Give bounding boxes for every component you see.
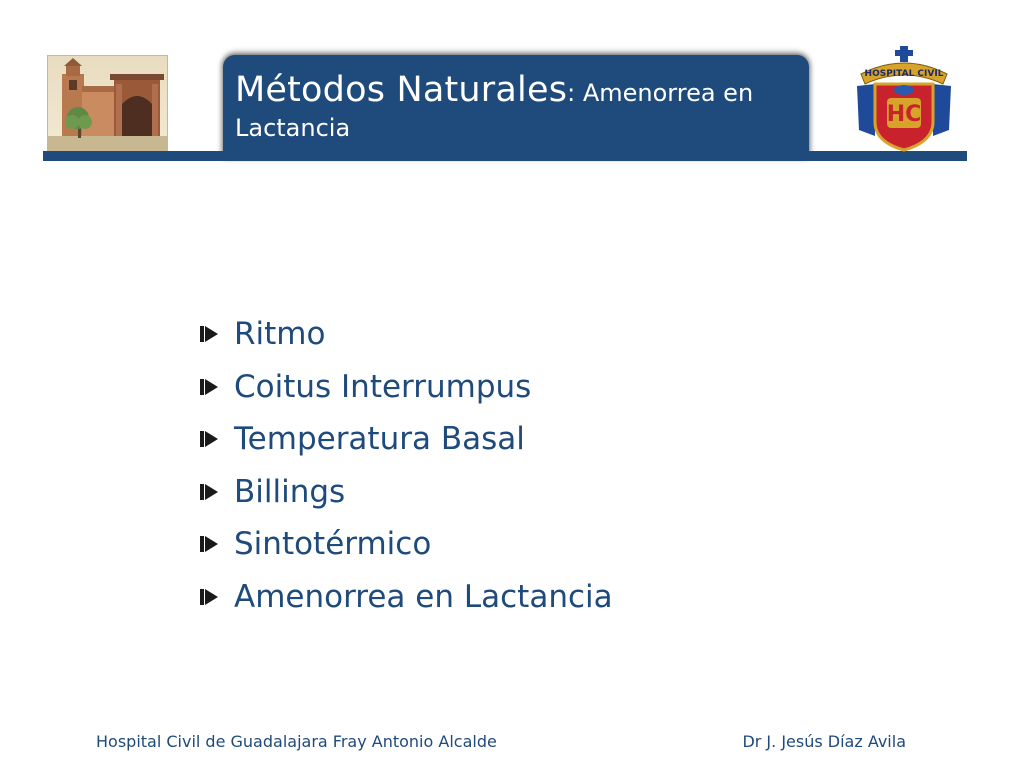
list-item-label: Billings <box>234 473 346 510</box>
triangle-arrow-icon <box>200 376 218 398</box>
list-item-label: Amenorrea en Lactancia <box>234 578 613 615</box>
triangle-arrow-icon <box>200 533 218 555</box>
title-subtitle: : Amenorrea en <box>567 79 754 107</box>
footer-hospital: Hospital Civil de Guadalajara Fray Antonio Alcalde <box>96 732 497 751</box>
list-item <box>200 413 613 466</box>
title-line2: Lactancia <box>235 113 351 142</box>
list-item <box>200 308 613 361</box>
triangle-arrow-icon <box>200 481 218 503</box>
list-item <box>200 518 613 571</box>
triangle-arrow-icon <box>200 323 218 345</box>
list-item <box>200 466 613 519</box>
slide-title <box>223 55 809 159</box>
list-item <box>200 571 613 624</box>
list-item-label: Temperatura Basal <box>234 421 525 458</box>
triangle-arrow-icon <box>200 428 218 450</box>
emblem-banner-text: HOSPITAL CIVIL <box>864 69 944 79</box>
list-item <box>200 361 613 414</box>
triangle-arrow-icon <box>200 586 218 608</box>
methods-list <box>200 308 613 623</box>
footer-author: Dr J. Jesús Díaz Avila <box>742 732 906 751</box>
hospital-civil-emblem <box>853 44 955 152</box>
list-item-label: Coitus Interrumpus <box>234 368 532 405</box>
building-painting-image <box>47 55 168 151</box>
title-main: Métodos Naturales <box>235 70 568 110</box>
list-item-label: Ritmo <box>234 316 326 353</box>
header-bar <box>43 151 967 161</box>
list-item-label: Sintotérmico <box>234 526 432 563</box>
emblem-initials: HC <box>886 102 922 127</box>
